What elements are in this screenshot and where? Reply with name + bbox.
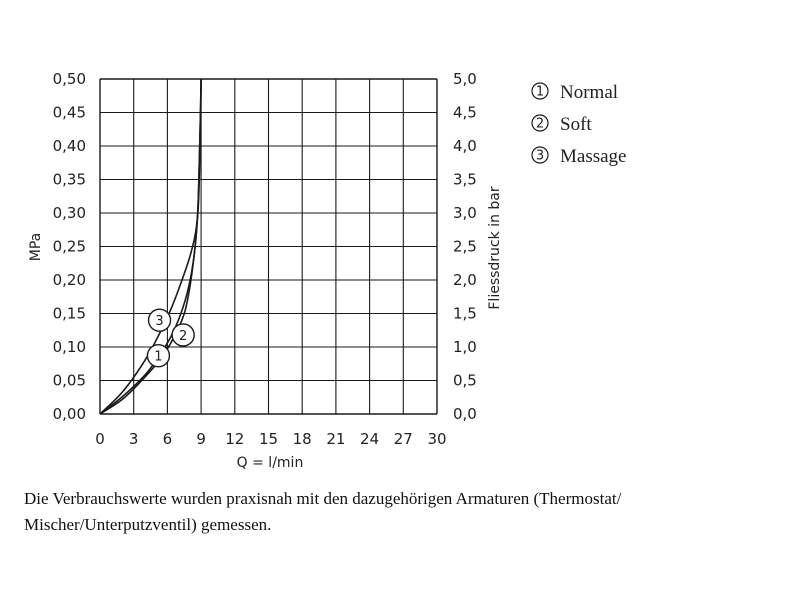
y-tick-label-right: 4,0 — [453, 137, 477, 155]
chart-ticks — [53, 70, 477, 448]
y-tick-label-left: 0,05 — [52, 371, 86, 390]
series-marker-label: 1 — [154, 349, 163, 365]
y-tick-label-left: 0,10 — [52, 338, 86, 356]
y-tick-label-left: 0,40 — [52, 137, 86, 155]
chart-legend — [532, 82, 626, 167]
legend-symbol-number: 2 — [535, 116, 545, 132]
caption-text: Die Verbrauchswerte wurden praxisnah mit den dazugehörigen Armaturen (Thermostat/ Mischer/Unterputzventil) gemessen. — [24, 489, 622, 534]
series-marker-label: 2 — [178, 328, 188, 344]
legend-label-normal: Normal — [560, 82, 619, 103]
y-tick-label-left: 0,35 — [52, 170, 86, 189]
y-tick-label-right: 2,5 — [453, 237, 477, 256]
x-tick-label: 30 — [427, 430, 447, 448]
x-tick-label: 9 — [196, 430, 206, 448]
legend-symbol-number: 1 — [535, 84, 545, 100]
y-tick-label-right: 3,0 — [453, 204, 477, 222]
x-tick-label: 21 — [326, 430, 346, 448]
legend-symbol-number: 3 — [535, 148, 545, 164]
x-axis-label: Q = l/min — [236, 455, 304, 471]
x-tick-label: 27 — [393, 430, 413, 448]
y-tick-label-right: 1,0 — [453, 338, 477, 356]
series-marker-label: 3 — [155, 314, 164, 330]
x-tick-label: 18 — [292, 430, 312, 448]
y-axis-left-label: MPa — [28, 232, 44, 262]
y-axis-right-label: Fliessdruck in bar — [487, 186, 503, 310]
y-tick-label-left: 0,00 — [52, 405, 86, 423]
x-tick-label: 15 — [258, 430, 279, 448]
y-tick-label-left: 0,20 — [52, 271, 86, 289]
y-tick-label-left: 0,45 — [52, 103, 86, 122]
y-tick-label-left: 0,50 — [52, 70, 86, 88]
legend-label-soft: Soft — [560, 114, 592, 135]
y-tick-label-right: 0,5 — [453, 371, 477, 390]
legend-label-massage: Massage — [560, 146, 627, 167]
y-tick-label-right: 0,0 — [453, 405, 477, 423]
y-tick-label-right: 1,5 — [453, 304, 477, 323]
x-tick-label: 6 — [162, 430, 173, 448]
x-tick-label: 24 — [360, 430, 380, 448]
y-tick-label-right: 2,0 — [453, 271, 477, 289]
y-tick-label-right: 5,0 — [453, 70, 477, 88]
y-tick-label-left: 0,30 — [52, 204, 86, 222]
y-tick-label-right: 3,5 — [453, 170, 477, 189]
x-tick-label: 3 — [128, 430, 139, 448]
x-tick-label: 0 — [95, 430, 105, 448]
x-tick-label: 12 — [225, 430, 245, 448]
y-tick-label-left: 0,15 — [52, 304, 86, 323]
y-tick-label-left: 0,25 — [52, 237, 86, 256]
y-tick-label-right: 4,5 — [453, 103, 477, 122]
